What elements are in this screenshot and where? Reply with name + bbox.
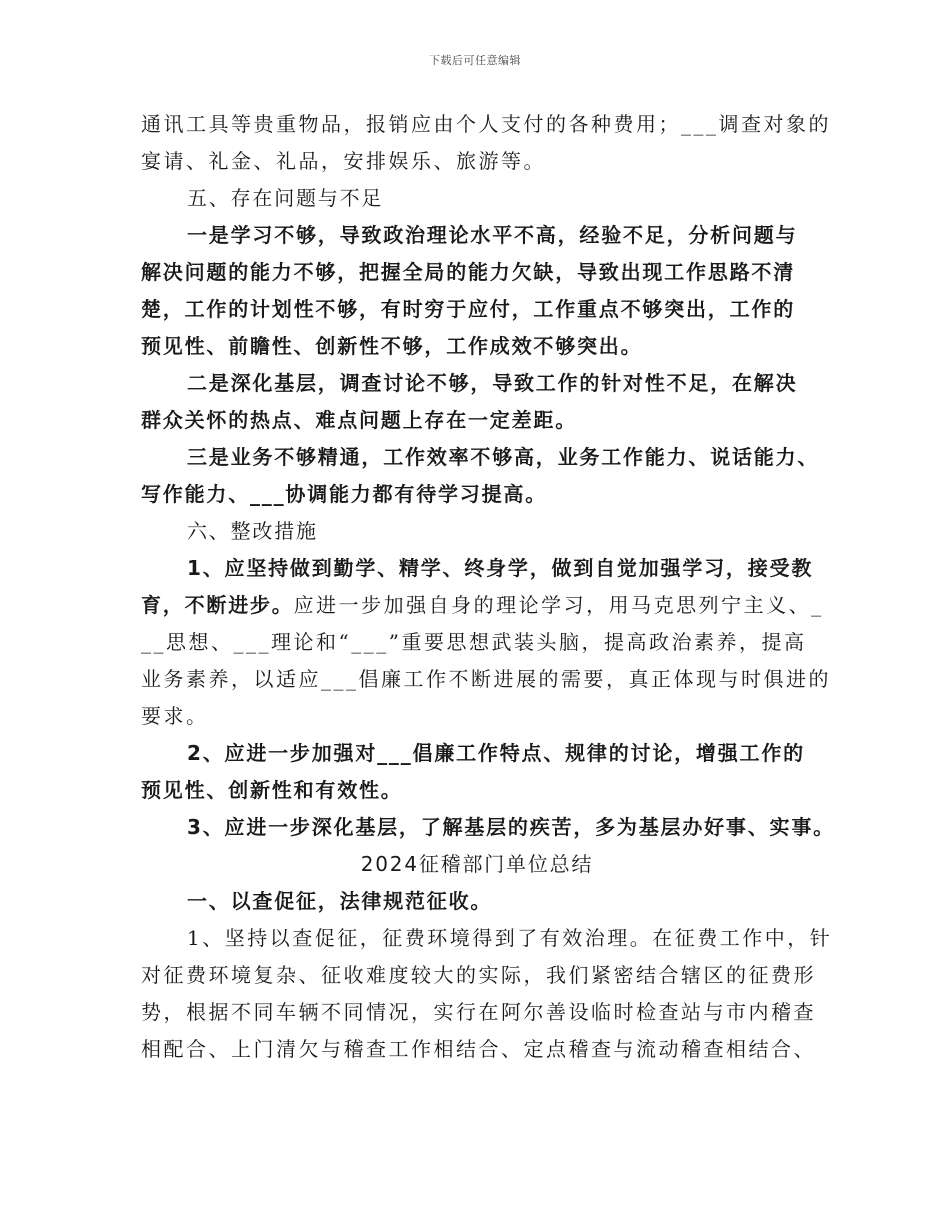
paragraph-line: 预见性、前瞻性、创新性不够，工作成效不够突出。 xyxy=(141,334,643,358)
paragraph-line: 群众关怀的热点、难点问题上存在一定差距。 xyxy=(141,408,577,432)
paragraph-line: 势，根据不同车辆不同情况，实行在阿尔善设临时检查站与市内稽查 xyxy=(141,1000,816,1024)
paragraph-line: 要求。 xyxy=(141,704,209,728)
paragraph-line: __思想、___理论和“___”重要思想武装头脑，提高政治素养，提高 xyxy=(141,630,807,654)
bold-span: 育，不断进步。 xyxy=(141,593,294,617)
paragraph-line: 预见性、创新性和有效性。 xyxy=(141,778,403,802)
section-heading: 六、整改措施 xyxy=(187,519,318,543)
paragraph-line: 1、应坚持做到勤学、精学、终身学，做到自觉加强学习，接受教 xyxy=(187,556,814,580)
paragraph-line: 3、应进一步深化基层，了解基层的疾苦，多为基层办好事、实事。 xyxy=(187,815,835,839)
paragraph-line: 1、坚持以查促征，征费环境得到了有效治理。在征费工作中，针 xyxy=(187,926,833,950)
paragraph-line: 一是学习不够，导致政治理论水平不高，经验不足，分析问题与 xyxy=(187,223,798,247)
paragraph-line: 楚，工作的计划性不够，有时穷于应付，工作重点不够突出，工作的 xyxy=(141,297,795,321)
paragraph-line xyxy=(141,587,824,624)
paragraph-line: 宴请、礼金、礼品，安排娱乐、旅游等。 xyxy=(141,149,546,173)
paragraph-line: 二是深化基层，调查讨论不够，导致工作的针对性不足，在解决 xyxy=(187,371,798,395)
paragraph-line: 相配合、上门清欠与稽查工作相结合、定点稽查与流动稽查相结合、 xyxy=(141,1037,816,1061)
section-heading: 一、以查促征，法律规范征收。 xyxy=(187,889,493,913)
paragraph-line: 2、应进一步加强对___倡廉工作特点、规律的讨论，增强工作的 xyxy=(187,741,805,765)
paragraph-line: 写作能力、___协调能力都有待学习提高。 xyxy=(141,482,547,506)
normal-span: 应进一步加强自身的理论学习，用马克思列宁主义、_ xyxy=(293,593,824,617)
paragraph-line: 三是业务不够精通，工作效率不够高，业务工作能力、说话能力、 xyxy=(187,445,820,469)
section-heading: 五、存在问题与不足 xyxy=(187,186,384,210)
document-title: 2024征稽部门单位总结 xyxy=(360,852,594,876)
paragraph-line: 业务素养，以适应___倡廉工作不断进展的需要，真正体现与时俱进的 xyxy=(141,667,831,691)
page-header: 下载后可任意编辑 xyxy=(429,54,521,67)
paragraph-line: 对征费环境复杂、征收难度较大的实际，我们紧密结合辖区的征费形 xyxy=(141,963,816,987)
paragraph-line: 解决问题的能力不够，把握全局的能力欠缺，导致出现工作思路不清 xyxy=(141,260,795,284)
paragraph-line: 通讯工具等贵重物品，报销应由个人支付的各种费用；___调查对象的 xyxy=(141,112,831,136)
document-body xyxy=(141,106,835,1068)
